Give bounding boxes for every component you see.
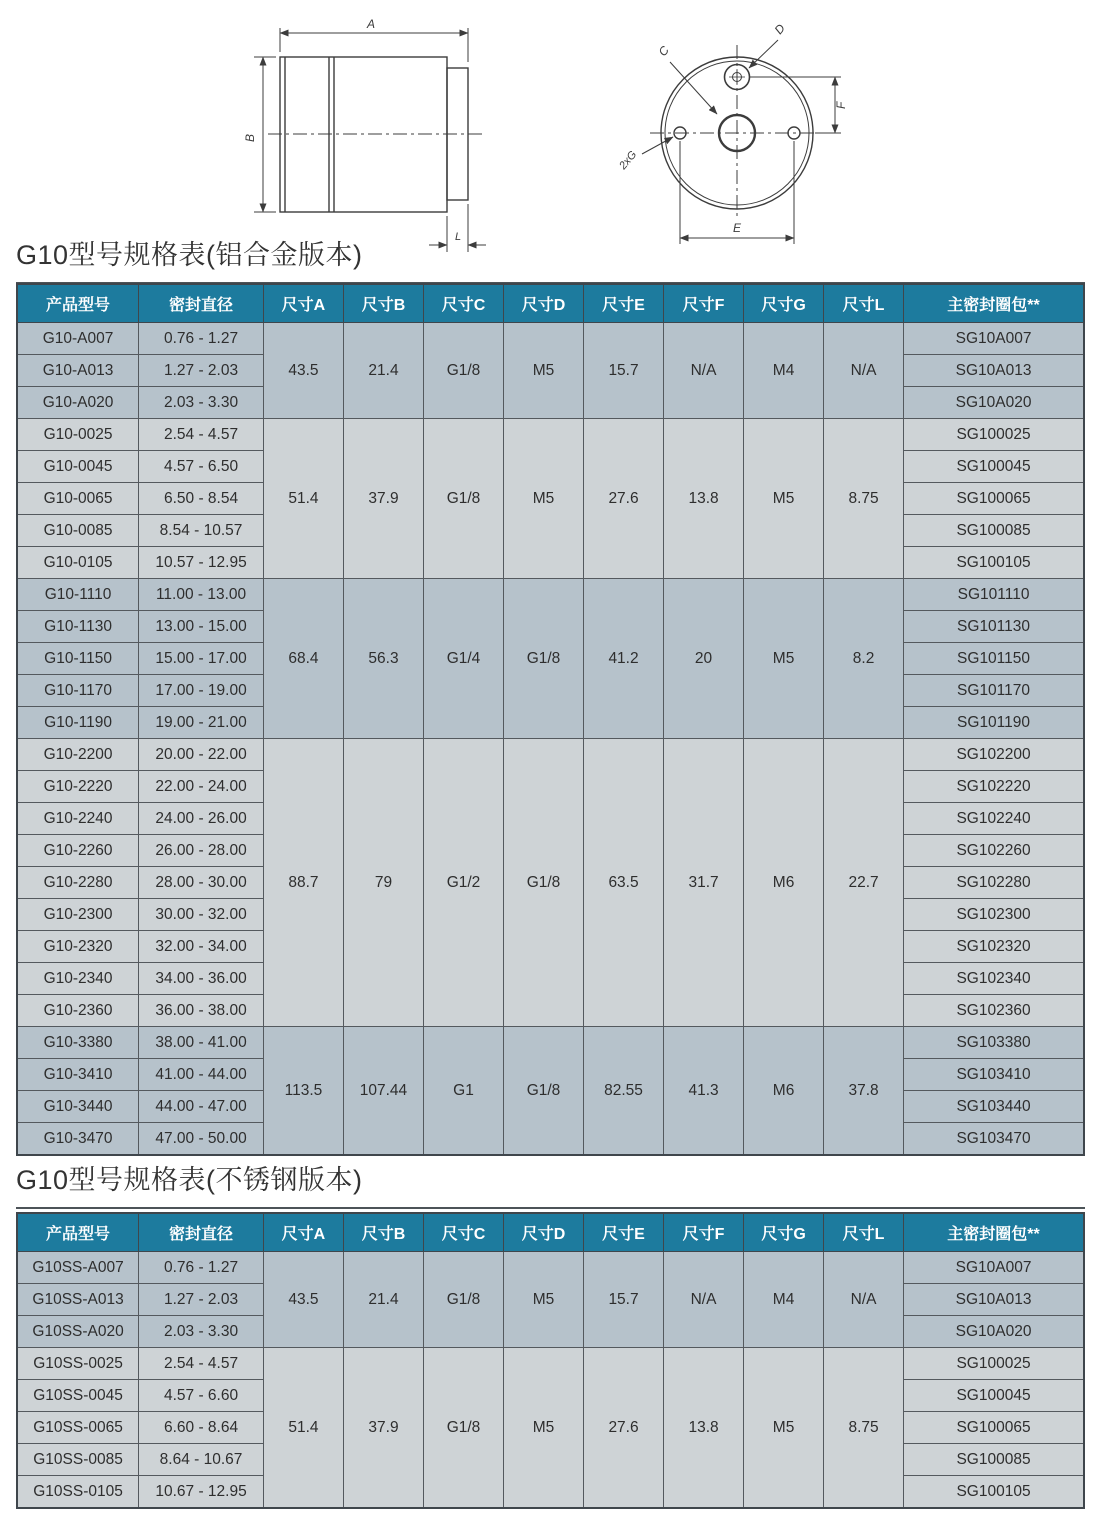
seal-diameter-cell: 11.00 - 13.00 (139, 579, 264, 611)
product-model-cell: G10-A020 (17, 387, 139, 419)
table-row (17, 1252, 1084, 1284)
seal-kit-cell: SG102200 (904, 739, 1084, 771)
dim-cell: 21.4 (343, 323, 423, 419)
dim-label-d: D (771, 21, 788, 37)
product-model-cell: G10-2240 (17, 803, 139, 835)
table-row (17, 739, 1084, 771)
product-model-cell: G10-3410 (17, 1059, 139, 1091)
dim-cell: M4 (744, 1252, 824, 1348)
column-header: 尺寸E (584, 284, 664, 323)
seal-kit-cell: SG102280 (904, 867, 1084, 899)
dim-cell: 8.2 (824, 579, 904, 739)
column-header: 尺寸L (824, 1213, 904, 1252)
product-model-cell: G10-2360 (17, 995, 139, 1027)
seal-kit-cell: SG100085 (904, 1444, 1084, 1476)
product-model-cell: G10-2260 (17, 835, 139, 867)
dim-label-a: A (366, 17, 376, 31)
seal-diameter-cell: 6.50 - 8.54 (139, 483, 264, 515)
column-header: 主密封圈包** (904, 284, 1084, 323)
column-header: 尺寸C (423, 284, 503, 323)
dim-cell: G1/8 (423, 419, 503, 579)
seal-diameter-cell: 2.03 - 3.30 (139, 387, 264, 419)
product-model-cell: G10-2220 (17, 771, 139, 803)
seal-diameter-cell: 1.27 - 2.03 (139, 355, 264, 387)
seal-kit-cell: SG101130 (904, 611, 1084, 643)
front-view-drawing (612, 2, 912, 260)
product-model-cell: G10-1170 (17, 675, 139, 707)
table-row (17, 579, 1084, 611)
product-model-cell: G10-1130 (17, 611, 139, 643)
seal-diameter-cell: 34.00 - 36.00 (139, 963, 264, 995)
dim-cell: 20 (664, 579, 744, 739)
dim-cell: 43.5 (263, 323, 343, 419)
column-header: 尺寸B (343, 284, 423, 323)
seal-kit-cell: SG102360 (904, 995, 1084, 1027)
product-model-cell: G10-1110 (17, 579, 139, 611)
seal-diameter-cell: 0.76 - 1.27 (139, 1252, 264, 1284)
column-header: 尺寸D (504, 1213, 584, 1252)
seal-diameter-cell: 20.00 - 22.00 (139, 739, 264, 771)
seal-diameter-cell: 17.00 - 19.00 (139, 675, 264, 707)
seal-diameter-cell: 4.57 - 6.50 (139, 451, 264, 483)
dim-cell: 88.7 (263, 739, 343, 1027)
dim-cell: 37.9 (343, 419, 423, 579)
seal-kit-cell: SG100045 (904, 451, 1084, 483)
dim-cell: 113.5 (263, 1027, 343, 1156)
table-row (17, 323, 1084, 355)
seal-diameter-cell: 10.67 - 12.95 (139, 1476, 264, 1509)
dim-cell: G1/8 (423, 1252, 503, 1348)
seal-kit-cell: SG102320 (904, 931, 1084, 963)
dim-label-l: L (454, 231, 462, 243)
seal-diameter-cell: 32.00 - 34.00 (139, 931, 264, 963)
column-header: 尺寸F (664, 284, 744, 323)
seal-diameter-cell: 47.00 - 50.00 (139, 1123, 264, 1156)
dim-cell: 56.3 (343, 579, 423, 739)
column-header: 尺寸E (584, 1213, 664, 1252)
dim-cell: G1/8 (504, 739, 584, 1027)
dim-cell: N/A (824, 323, 904, 419)
product-model-cell: G10-A007 (17, 323, 139, 355)
seal-diameter-cell: 2.03 - 3.30 (139, 1316, 264, 1348)
seal-diameter-cell: 8.64 - 10.67 (139, 1444, 264, 1476)
product-model-cell: G10-1190 (17, 707, 139, 739)
product-model-cell: G10SS-A013 (17, 1284, 139, 1316)
dim-cell: 41.3 (664, 1027, 744, 1156)
dim-cell: G1/8 (504, 579, 584, 739)
product-model-cell: G10-0025 (17, 419, 139, 451)
seal-kit-cell: SG100085 (904, 515, 1084, 547)
dim-cell: M5 (744, 419, 824, 579)
product-model-cell: G10-0085 (17, 515, 139, 547)
seal-kit-cell: SG100025 (904, 1348, 1084, 1380)
seal-diameter-cell: 36.00 - 38.00 (139, 995, 264, 1027)
seal-kit-cell: SG10A007 (904, 323, 1084, 355)
dim-cell: G1/8 (423, 1348, 503, 1509)
column-header: 密封直径 (139, 284, 264, 323)
column-header: 主密封圈包** (904, 1213, 1084, 1252)
seal-diameter-cell: 10.57 - 12.95 (139, 547, 264, 579)
spec-table-stainless (16, 1212, 1085, 1509)
dim-cell: 51.4 (263, 419, 343, 579)
seal-kit-cell: SG102340 (904, 963, 1084, 995)
dim-cell: M5 (744, 579, 824, 739)
column-header: 尺寸D (504, 284, 584, 323)
seal-kit-cell: SG102260 (904, 835, 1084, 867)
seal-kit-cell: SG103410 (904, 1059, 1084, 1091)
seal-diameter-cell: 24.00 - 26.00 (139, 803, 264, 835)
product-model-cell: G10-0105 (17, 547, 139, 579)
seal-kit-cell: SG103440 (904, 1091, 1084, 1123)
seal-diameter-cell: 13.00 - 15.00 (139, 611, 264, 643)
dim-cell: M5 (504, 1252, 584, 1348)
product-model-cell: G10-2300 (17, 899, 139, 931)
product-model-cell: G10-3470 (17, 1123, 139, 1156)
column-header: 尺寸A (263, 1213, 343, 1252)
seal-kit-cell: SG100065 (904, 1412, 1084, 1444)
dim-cell: 15.7 (584, 323, 664, 419)
product-model-cell: G10SS-0085 (17, 1444, 139, 1476)
dim-cell: M5 (744, 1348, 824, 1509)
dim-label-c: C (655, 43, 672, 59)
product-model-cell: G10SS-0065 (17, 1412, 139, 1444)
dim-cell: 22.7 (824, 739, 904, 1027)
product-model-cell: G10SS-A007 (17, 1252, 139, 1284)
dim-cell: M5 (504, 419, 584, 579)
table-row (17, 419, 1084, 451)
dim-cell: G1/2 (423, 739, 503, 1027)
dim-cell: 21.4 (343, 1252, 423, 1348)
product-model-cell: G10-2200 (17, 739, 139, 771)
dim-cell: 8.75 (824, 419, 904, 579)
product-model-cell: G10-2340 (17, 963, 139, 995)
product-model-cell: G10-0065 (17, 483, 139, 515)
seal-diameter-cell: 22.00 - 24.00 (139, 771, 264, 803)
product-model-cell: G10-1150 (17, 643, 139, 675)
section-title-aluminum: G10型号规格表(铝合金版本) (16, 233, 1085, 284)
dim-cell: M4 (744, 323, 824, 419)
product-model-cell: G10-2320 (17, 931, 139, 963)
seal-diameter-cell: 8.54 - 10.57 (139, 515, 264, 547)
column-header: 密封直径 (139, 1213, 264, 1252)
column-header: 尺寸A (263, 284, 343, 323)
dim-cell: G1 (423, 1027, 503, 1156)
dim-cell: G1/4 (423, 579, 503, 739)
dim-cell: 37.8 (824, 1027, 904, 1156)
seal-kit-cell: SG100105 (904, 1476, 1084, 1509)
product-model-cell: G10-0045 (17, 451, 139, 483)
seal-kit-cell: SG10A007 (904, 1252, 1084, 1284)
dim-cell: G1/8 (423, 323, 503, 419)
dim-label-b: B (243, 133, 257, 143)
product-model-cell: G10-A013 (17, 355, 139, 387)
seal-kit-cell: SG103470 (904, 1123, 1084, 1156)
dim-cell: N/A (824, 1252, 904, 1348)
seal-kit-cell: SG100105 (904, 547, 1084, 579)
table-row (17, 1027, 1084, 1059)
dim-cell: 13.8 (664, 1348, 744, 1509)
column-header: 尺寸L (824, 284, 904, 323)
column-header: 尺寸F (664, 1213, 744, 1252)
seal-diameter-cell: 26.00 - 28.00 (139, 835, 264, 867)
dim-cell: 27.6 (584, 419, 664, 579)
dim-label-e: E (732, 221, 742, 235)
seal-kit-cell: SG10A020 (904, 1316, 1084, 1348)
seal-kit-cell: SG103380 (904, 1027, 1084, 1059)
seal-diameter-cell: 0.76 - 1.27 (139, 323, 264, 355)
seal-diameter-cell: 6.60 - 8.64 (139, 1412, 264, 1444)
seal-diameter-cell: 4.57 - 6.60 (139, 1380, 264, 1412)
dim-cell: 43.5 (263, 1252, 343, 1348)
product-model-cell: G10-2280 (17, 867, 139, 899)
seal-kit-cell: SG102300 (904, 899, 1084, 931)
product-model-cell: G10SS-A020 (17, 1316, 139, 1348)
product-model-cell: G10-3440 (17, 1091, 139, 1123)
product-model-cell: G10SS-0025 (17, 1348, 139, 1380)
dim-cell: 15.7 (584, 1252, 664, 1348)
column-header: 尺寸C (423, 1213, 503, 1252)
section-title-stainless: G10型号规格表(不锈钢版本) (16, 1158, 1085, 1209)
product-model-cell: G10SS-0045 (17, 1380, 139, 1412)
dim-cell: 27.6 (584, 1348, 664, 1509)
dim-cell: 41.2 (584, 579, 664, 739)
seal-diameter-cell: 19.00 - 21.00 (139, 707, 264, 739)
dim-cell: N/A (664, 1252, 744, 1348)
header-row (17, 284, 1084, 323)
seal-diameter-cell: 15.00 - 17.00 (139, 643, 264, 675)
seal-kit-cell: SG100025 (904, 419, 1084, 451)
seal-kit-cell: SG101190 (904, 707, 1084, 739)
dim-label-2xg: 2xG (617, 148, 640, 172)
dim-cell: M6 (744, 1027, 824, 1156)
seal-kit-cell: SG101150 (904, 643, 1084, 675)
column-header: 尺寸G (744, 284, 824, 323)
column-header: 产品型号 (17, 1213, 139, 1252)
seal-kit-cell: SG101170 (904, 675, 1084, 707)
column-header: 尺寸B (343, 1213, 423, 1252)
dim-cell: G1/8 (504, 1027, 584, 1156)
dim-cell: 79 (343, 739, 423, 1027)
dim-cell: 82.55 (584, 1027, 664, 1156)
dim-cell: 37.9 (343, 1348, 423, 1509)
dim-cell: 8.75 (824, 1348, 904, 1509)
seal-kit-cell: SG101110 (904, 579, 1084, 611)
dim-cell: 13.8 (664, 419, 744, 579)
product-model-cell: G10-3380 (17, 1027, 139, 1059)
table-row (17, 1348, 1084, 1380)
dim-cell: 68.4 (263, 579, 343, 739)
column-header: 尺寸G (744, 1213, 824, 1252)
side-view-drawing (232, 2, 490, 260)
seal-kit-cell: SG10A013 (904, 1284, 1084, 1316)
seal-diameter-cell: 41.00 - 44.00 (139, 1059, 264, 1091)
dim-cell: 51.4 (263, 1348, 343, 1509)
seal-kit-cell: SG100065 (904, 483, 1084, 515)
seal-diameter-cell: 44.00 - 47.00 (139, 1091, 264, 1123)
dim-cell: M5 (504, 1348, 584, 1509)
seal-diameter-cell: 2.54 - 4.57 (139, 419, 264, 451)
dim-label-f: F (834, 101, 848, 109)
seal-diameter-cell: 38.00 - 41.00 (139, 1027, 264, 1059)
dim-cell: N/A (664, 323, 744, 419)
dim-cell: 31.7 (664, 739, 744, 1027)
product-model-cell: G10SS-0105 (17, 1476, 139, 1509)
seal-kit-cell: SG10A013 (904, 355, 1084, 387)
dim-cell: 63.5 (584, 739, 664, 1027)
seal-kit-cell: SG102240 (904, 803, 1084, 835)
seal-diameter-cell: 2.54 - 4.57 (139, 1348, 264, 1380)
dim-cell: M6 (744, 739, 824, 1027)
dim-cell: M5 (504, 323, 584, 419)
column-header: 产品型号 (17, 284, 139, 323)
header-row (17, 1213, 1084, 1252)
seal-diameter-cell: 28.00 - 30.00 (139, 867, 264, 899)
dim-cell: 107.44 (343, 1027, 423, 1156)
seal-kit-cell: SG100045 (904, 1380, 1084, 1412)
spec-table-aluminum (16, 283, 1085, 1156)
seal-diameter-cell: 30.00 - 32.00 (139, 899, 264, 931)
seal-diameter-cell: 1.27 - 2.03 (139, 1284, 264, 1316)
seal-kit-cell: SG10A020 (904, 387, 1084, 419)
seal-kit-cell: SG102220 (904, 771, 1084, 803)
